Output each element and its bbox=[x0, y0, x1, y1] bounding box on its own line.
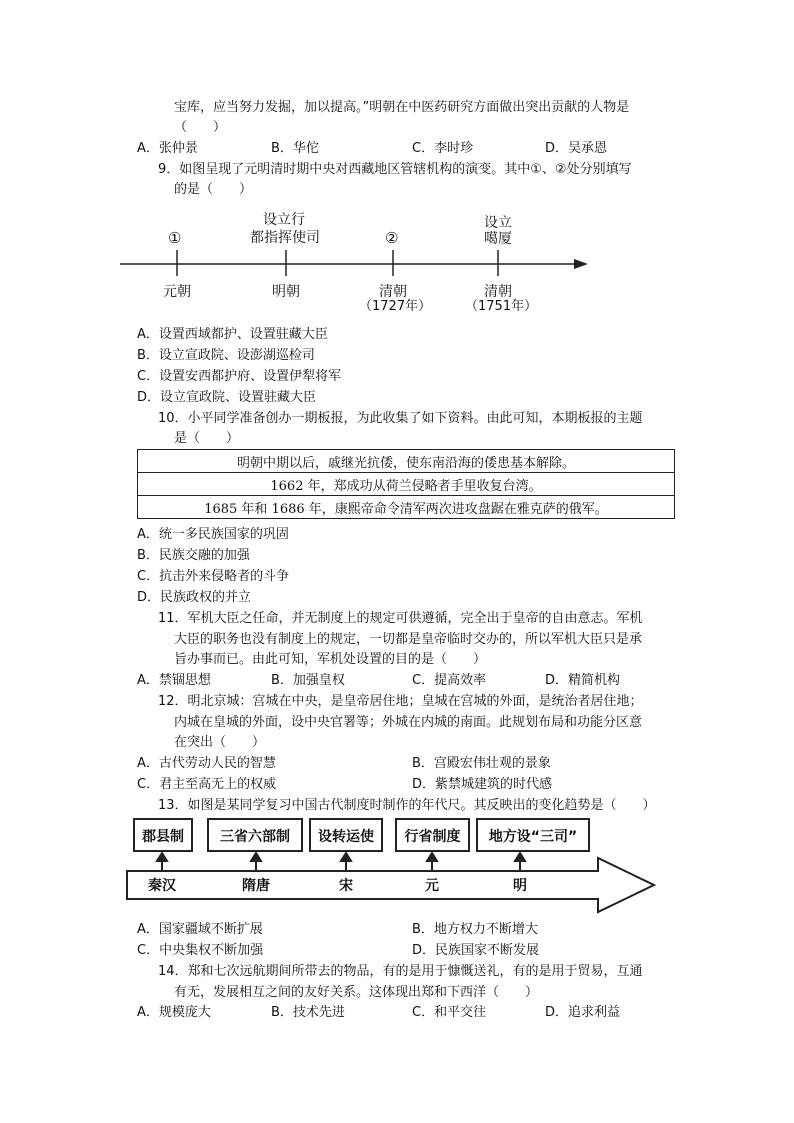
table-cell: 明朝中期以后，戚继光抗倭，使东南沿海的倭患基本解除。 bbox=[138, 450, 675, 473]
timeline-label-3: ② bbox=[385, 229, 399, 247]
era-pointer-head bbox=[157, 853, 167, 861]
era-box-xingsheng: 行省制度 bbox=[395, 818, 470, 852]
q11-option-a[interactable]: A．禁锢思想 bbox=[137, 673, 211, 688]
timeline-label-2b: 都指挥使司 bbox=[250, 230, 320, 246]
timeline-dynasty-yuan: 元朝 bbox=[163, 284, 191, 300]
q12-line1: 12．明北京城：宫城在中央，是皇帝居住地；皇城在宫城的外面，是统治者居住地； bbox=[158, 694, 643, 709]
q9-option-d[interactable]: D．设立宣政院、设置驻藏大臣 bbox=[137, 390, 317, 405]
era-dynasty-ming: 明 bbox=[513, 878, 527, 894]
timeline-dynasty-ming: 明朝 bbox=[272, 284, 300, 300]
era-box-sansheng: 三省六部制 bbox=[207, 818, 303, 852]
q12-line3: 在突出（ ） bbox=[174, 735, 266, 750]
q9-option-c[interactable]: C．设置安西都护府、设置伊犁将军 bbox=[137, 369, 342, 384]
q8-option-b[interactable]: B．华佗 bbox=[271, 141, 319, 156]
era-pointer-head bbox=[515, 853, 525, 861]
q9-line2: 的是（ ） bbox=[174, 182, 253, 197]
q12-option-b[interactable]: B．宫殿宏伟壮观的景象 bbox=[412, 756, 551, 771]
table-cell: 1662 年，郑成功从荷兰侵略者手里收复台湾。 bbox=[138, 473, 675, 496]
timeline-dynasty-qing-2: 清朝 bbox=[484, 284, 512, 300]
q11-option-b[interactable]: B．加强皇权 bbox=[271, 673, 345, 688]
era-dynasty-qinhan: 秦汉 bbox=[148, 878, 176, 894]
q14-line2: 有无，发展相互之间的友好关系。这体现出郑和下西洋（ ） bbox=[174, 985, 539, 1000]
era-box-junxian: 郡县制 bbox=[133, 818, 193, 852]
timeline-label-2a: 设立行 bbox=[263, 212, 305, 228]
q13-option-d[interactable]: D．民族国家不断发展 bbox=[412, 943, 540, 958]
q10-option-a[interactable]: A．统一多民族国家的巩固 bbox=[137, 527, 289, 542]
era-pointer-head bbox=[341, 853, 351, 861]
era-box-zhuanyunshi: 设转运使 bbox=[309, 818, 383, 852]
q10-option-b[interactable]: B．民族交融的加强 bbox=[137, 548, 250, 563]
q8-option-d[interactable]: D．吴承恩 bbox=[545, 141, 608, 156]
era-ruler-arrow bbox=[127, 858, 654, 912]
q10-line1: 10．小平同学准备创办一期板报，为此收集了如下资料。由此可知，本期板报的主题 bbox=[158, 411, 643, 426]
q8-line1: 宝库，应当努力发掘，加以提高。”明朝在中医药研究方面做出突出贡献的人物是 bbox=[174, 100, 630, 115]
era-dynasty-suitang: 隋唐 bbox=[242, 878, 270, 894]
q13-option-a[interactable]: A．国家疆域不断扩展 bbox=[137, 922, 263, 937]
table-cell: 1685 年和 1686 年，康熙帝命令清军两次进攻盘踞在雅克萨的俄军。 bbox=[138, 496, 675, 519]
timeline-year-1727: （1727年） bbox=[359, 299, 432, 314]
timeline-year-1751: （1751年） bbox=[465, 299, 538, 314]
q11-option-c[interactable]: C．提高效率 bbox=[412, 673, 487, 688]
q9-line1: 9．如图呈现了元明清时期中央对西藏地区管辖机构的演变。其中①、②处分别填写 bbox=[158, 162, 632, 177]
q14-line1: 14．郑和七次远航期间所带去的物品，有的是用于慷慨送礼，有的是用于贸易，互通 bbox=[158, 964, 643, 979]
q8-option-a[interactable]: A．张仲景 bbox=[137, 141, 198, 156]
era-pointer-head bbox=[251, 853, 261, 861]
q13-option-b[interactable]: B．地方权力不断增大 bbox=[412, 922, 538, 937]
era-box-sansi: 地方设“三司” bbox=[476, 818, 590, 852]
q11-line2: 大臣的职务也没有制度上的规定，一切都是皇帝临时交办的，所以军机大臣只是承 bbox=[174, 632, 643, 647]
q11-line3: 旨办事而已。由此可知，军机处设置的目的是（ ） bbox=[174, 652, 487, 667]
q10-line2: 是（ ） bbox=[174, 431, 240, 446]
q14-option-d[interactable]: D．追求利益 bbox=[545, 1005, 621, 1020]
q11-option-d[interactable]: D．精简机构 bbox=[545, 673, 621, 688]
timeline-dynasty-qing-1: 清朝 bbox=[379, 284, 407, 300]
q8-option-c[interactable]: C．李时珍 bbox=[412, 141, 474, 156]
timeline-label-4a: 设立 bbox=[484, 215, 512, 231]
q12-option-c[interactable]: C．君主至高无上的权威 bbox=[137, 777, 277, 792]
q13-option-c[interactable]: C．中央集权不断加强 bbox=[137, 943, 264, 958]
q12-option-d[interactable]: D．紫禁城建筑的时代感 bbox=[412, 777, 553, 792]
timeline-label-1: ① bbox=[168, 229, 182, 247]
q11-line1: 11．军机大臣之任命，并无制度上的规定可供遵循，完全出于皇帝的自由意志。军机 bbox=[158, 611, 643, 626]
timeline-label-4b: 噶厦 bbox=[484, 231, 512, 247]
q12-option-a[interactable]: A．古代劳动人民的智慧 bbox=[137, 756, 276, 771]
era-dynasty-yuan: 元 bbox=[425, 878, 439, 894]
q14-option-a[interactable]: A．规模庞大 bbox=[137, 1005, 211, 1020]
q9-option-a[interactable]: A．设置西域都护、设置驻藏大臣 bbox=[137, 327, 328, 342]
q12-line2: 内城在皇城的外面，设中央官署等；外城在内城的南面。此规划布局和功能分区意 bbox=[174, 715, 643, 730]
q13-line1: 13．如图是某同学复习中国古代制度时制作的年代尺。其反映出的变化趋势是（ ） bbox=[158, 798, 656, 813]
q9-option-b[interactable]: B．设立宣政院、设澎湖巡检司 bbox=[137, 348, 315, 363]
era-dynasty-song: 宋 bbox=[339, 878, 353, 894]
q10-option-c[interactable]: C．抗击外来侵略者的斗争 bbox=[137, 569, 290, 584]
q14-option-c[interactable]: C．和平交往 bbox=[412, 1005, 487, 1020]
q8-line2: （ ） bbox=[174, 120, 227, 135]
q10-option-d[interactable]: D．民族政权的并立 bbox=[137, 590, 252, 605]
era-pointer-head bbox=[427, 853, 437, 861]
q14-option-b[interactable]: B．技术先进 bbox=[271, 1005, 345, 1020]
